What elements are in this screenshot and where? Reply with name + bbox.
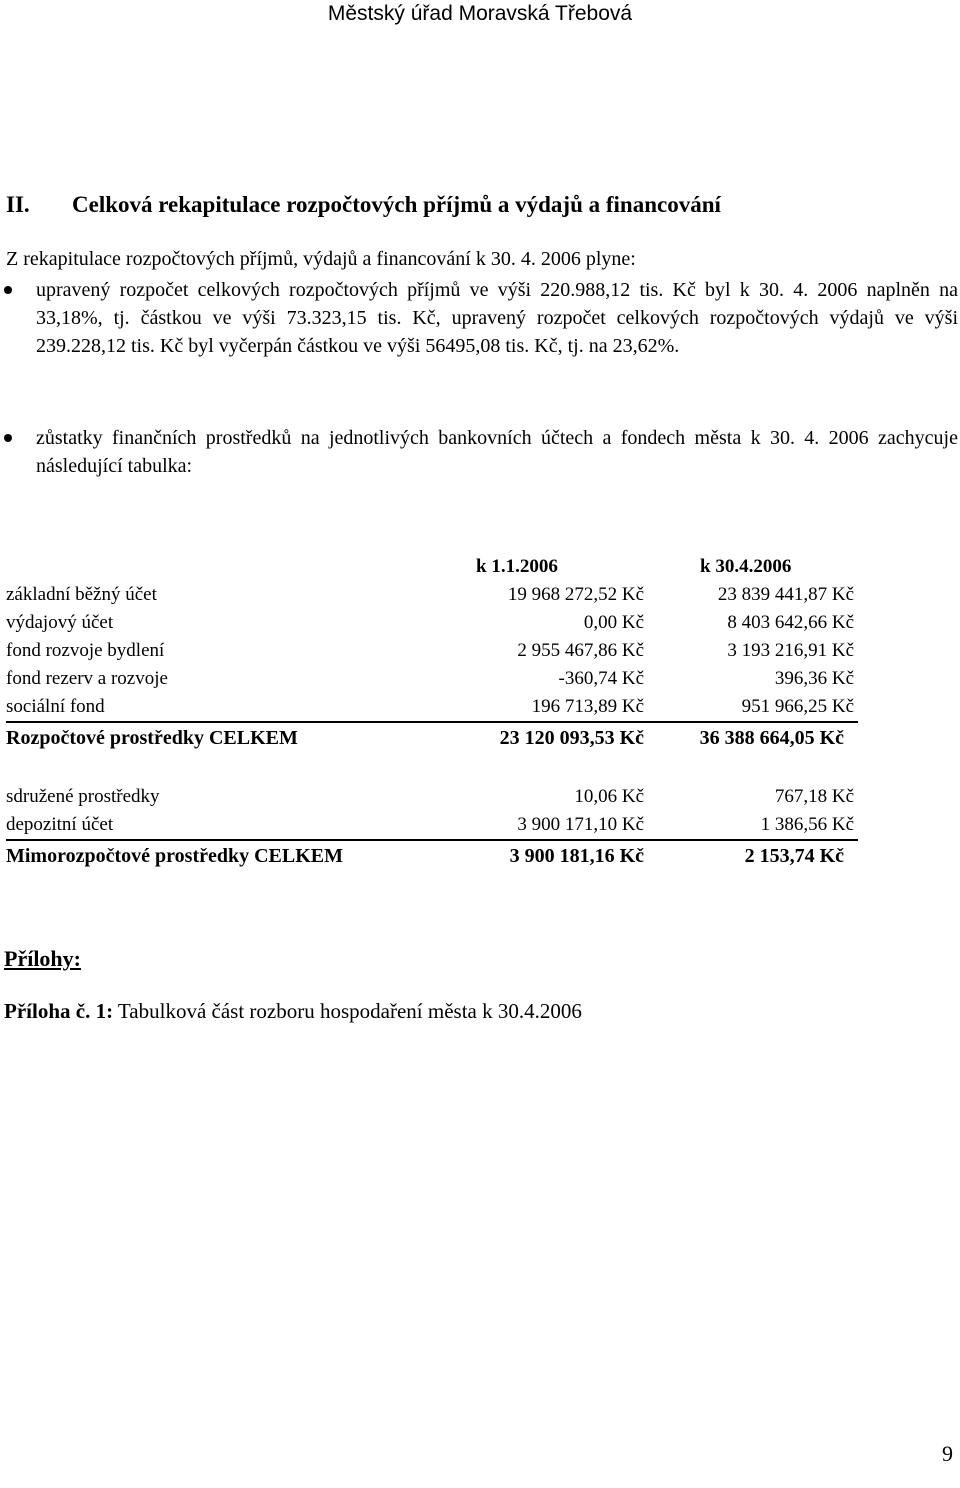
intro-text: Z rekapitulace rozpočtových příjmů, výdajů a financování k 30. 4. 2006 plyne: bbox=[6, 248, 636, 270]
row-value-jan: -360,74 Kč bbox=[558, 668, 644, 689]
table-row bbox=[6, 783, 858, 811]
bullet-item: upravený rozpočet celkových rozpočtových příjmů ve výši 220.988,12 tis. Kč byl k 30. 4. 2006 naplněn na 33,18%, tj. částkou ve výši 73.323,15 tis. Kč, upravený rozpočet celkových rozpočtových výdajů ve výši 239.228,12 tis. Kč byl vyčerpán částkou ve výši 56495,08 tis. Kč, tj. na 23,62%. bbox=[36, 276, 958, 360]
row-value-apr: 396,36 Kč bbox=[774, 668, 854, 689]
total-value-jan: 3 900 181,16 Kč bbox=[509, 845, 644, 867]
row-value-jan: 19 968 272,52 Kč bbox=[507, 584, 644, 605]
row-value-apr: 23 839 441,87 Kč bbox=[717, 584, 854, 605]
attachment-item bbox=[4, 999, 582, 1024]
total-value-apr: 2 153,74 Kč bbox=[744, 845, 844, 867]
table-row bbox=[6, 581, 858, 609]
section-title: Celková rekapitulace rozpočtových příjmů a výdajů a financování bbox=[72, 192, 721, 217]
row-label: sdružené prostředky bbox=[6, 786, 160, 807]
row-value-apr: 951 966,25 Kč bbox=[741, 696, 854, 717]
table-row bbox=[6, 637, 858, 665]
row-label: fond rezerv a rozvoje bbox=[6, 668, 168, 689]
bullet-item: zůstatky finančních prostředků na jednotlivých bankovních účtech a fondech města k 30. 4. 2006 zachycuje následující tabulka: bbox=[36, 424, 958, 480]
attachment-text: Tabulková část rozboru hospodaření města k 30.4.2006 bbox=[113, 999, 582, 1023]
column-header-apr: k 30.4.2006 bbox=[700, 556, 792, 577]
row-value-jan: 3 900 171,10 Kč bbox=[517, 814, 644, 835]
table-row bbox=[6, 665, 858, 693]
row-value-jan: 2 955 467,86 Kč bbox=[517, 640, 644, 661]
table-total-row bbox=[6, 841, 858, 871]
row-label: fond rozvoje bydlení bbox=[6, 640, 165, 661]
row-value-apr: 8 403 642,66 Kč bbox=[727, 612, 854, 633]
table-total-row bbox=[6, 723, 858, 753]
row-label: sociální fond bbox=[6, 696, 105, 717]
page-header: Městský úřad Moravská Třebová bbox=[327, 2, 633, 25]
row-value-jan: 196 713,89 Kč bbox=[531, 696, 644, 717]
section-number: II. bbox=[6, 192, 30, 217]
row-value-apr: 767,18 Kč bbox=[774, 786, 854, 807]
table-spacer bbox=[6, 753, 858, 783]
column-header-jan: k 1.1.2006 bbox=[476, 556, 558, 577]
row-value-jan: 10,06 Kč bbox=[574, 786, 644, 807]
row-value-apr: 1 386,56 Kč bbox=[760, 814, 854, 835]
total-label: Mimorozpočtové prostředky CELKEM bbox=[6, 845, 344, 867]
table-row bbox=[6, 811, 858, 841]
total-value-jan: 23 120 093,53 Kč bbox=[499, 727, 644, 749]
row-value-jan: 0,00 Kč bbox=[583, 612, 644, 633]
row-label: výdajový účet bbox=[6, 612, 114, 633]
table-row bbox=[6, 693, 858, 723]
balance-table bbox=[6, 553, 858, 871]
row-value-apr: 3 193 216,91 Kč bbox=[727, 640, 854, 661]
section-heading bbox=[6, 192, 721, 218]
total-label: Rozpočtové prostředky CELKEM bbox=[6, 727, 298, 749]
row-label: základní běžný účet bbox=[6, 584, 157, 605]
attachments-heading: Přílohy: bbox=[4, 946, 81, 971]
page-number: 9 bbox=[942, 1441, 953, 1466]
total-value-apr: 36 388 664,05 Kč bbox=[699, 727, 844, 749]
table-header-row bbox=[6, 553, 858, 581]
attachment-label: Příloha č. 1: bbox=[4, 999, 114, 1023]
table-row bbox=[6, 609, 858, 637]
row-label: depozitní účet bbox=[6, 814, 114, 835]
